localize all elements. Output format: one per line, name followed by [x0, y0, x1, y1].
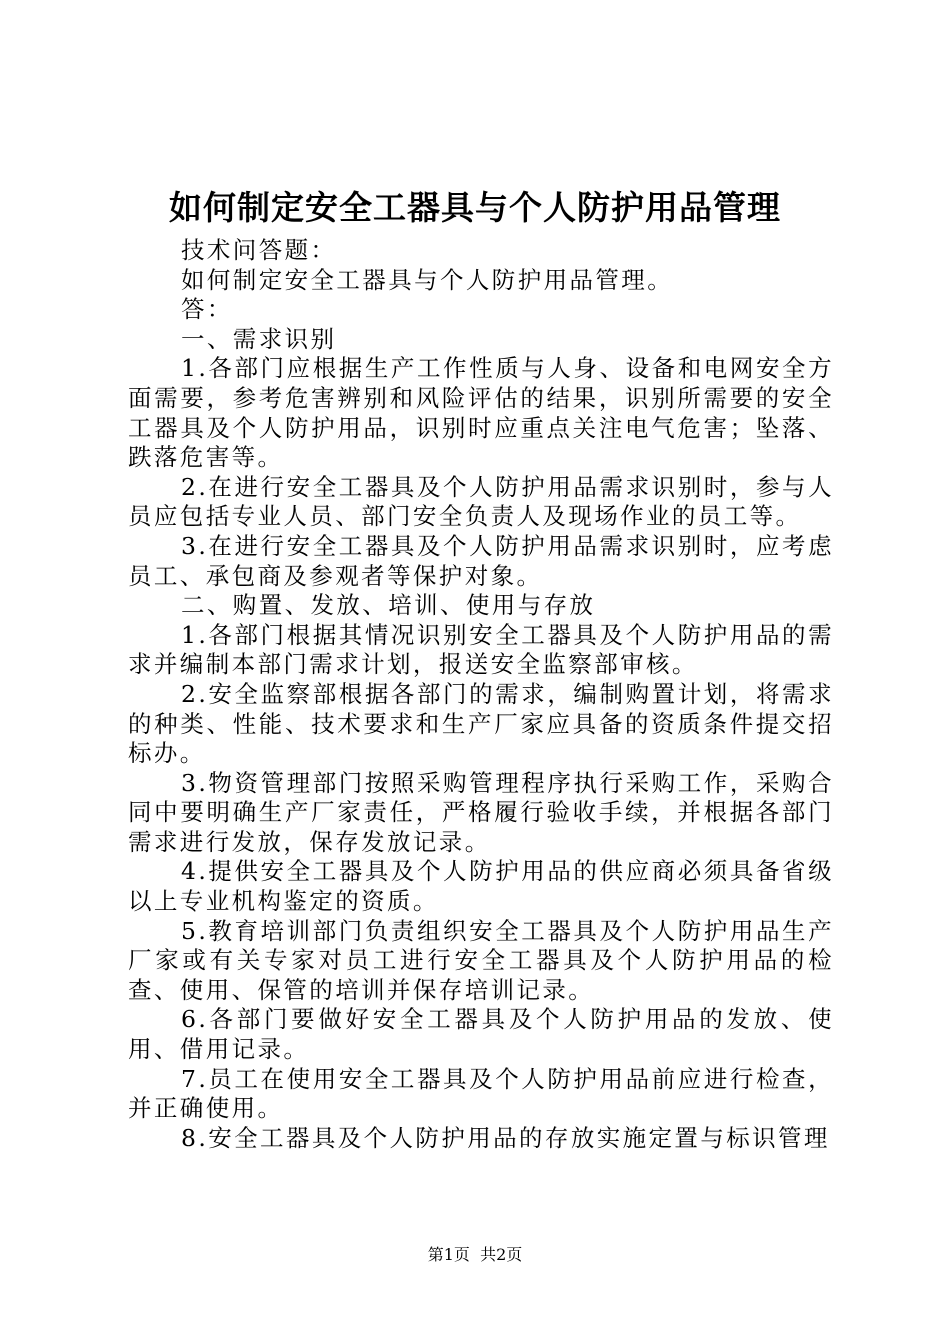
section-heading: 一、需求识别	[181, 324, 337, 353]
document-body	[128, 236, 834, 1153]
paragraph: 4.提供安全工器具及个人防护用品的供应商必须具备省级以上专业机构鉴定的资质。	[128, 857, 834, 916]
document-title: 如何制定安全工器具与个人防护用品管理	[169, 188, 781, 227]
page-footer	[0, 1244, 950, 1266]
paragraph: 8.安全工器具及个人防护用品的存放实施定置与标识管理	[181, 1123, 830, 1152]
paragraph: 3.物资管理部门按照采购管理程序执行采购工作，采购合同中要明确生产厂家责任，严格履行验收手续，并根据各部门需求进行发放，保存发放记录。	[128, 768, 834, 856]
paragraph: 7.员工在使用安全工器具及个人防护用品前应进行检查，并正确使用。	[128, 1064, 834, 1123]
paragraph: 技术问答题：	[181, 236, 337, 264]
paragraph: 3.在进行安全工器具及个人防护用品需求识别时，应考虑员工、承包商及参观者等保护对象。	[128, 531, 834, 590]
paragraph: 1.各部门应根据生产工作性质与人身、设备和电网安全方面需要，参考危害辨别和风险评估的结果，识别所需要的安全工器具及个人防护用品，识别时应重点关注电气危害；坠落、跌落危害等。	[128, 354, 834, 472]
paragraph: 6.各部门要做好安全工器具及个人防护用品的发放、使用、借用记录。	[128, 1005, 834, 1064]
paragraph: 2.安全监察部根据各部门的需求，编制购置计划，将需求的种类、性能、技术要求和生产厂家应具备的资质条件提交招标办。	[128, 679, 834, 768]
paragraph: 1.各部门根据其情况识别安全工器具及个人防护用品的需求并编制本部门需求计划，报送安全监察部审核。	[128, 620, 834, 679]
paragraph: 2.在进行安全工器具及个人防护用品需求识别时，参与人员应包括专业人员、部门安全负责人及现场作业的员工等。	[128, 472, 834, 531]
paragraph: 5.教育培训部门负责组织安全工器具及个人防护用品生产厂家或有关专家对员工进行安全工器具及个人防护用品的检查、使用、保管的培训并保存培训记录。	[128, 916, 834, 1004]
page-number: 第1页 共2页	[427, 1245, 523, 1264]
section-heading: 二、购置、发放、培训、使用与存放	[181, 591, 596, 620]
paragraph: 答：	[181, 295, 233, 324]
paragraph: 如何制定安全工器具与个人防护用品管理。	[181, 265, 674, 294]
